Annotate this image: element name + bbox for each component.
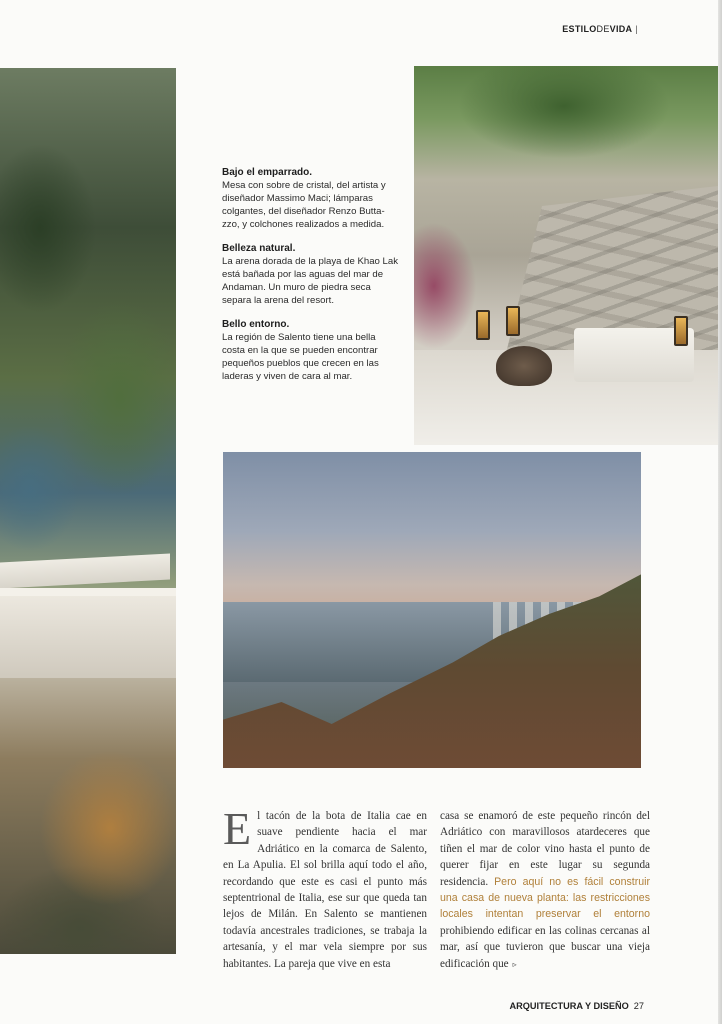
wicker-table xyxy=(496,346,552,386)
caption xyxy=(222,318,400,383)
caption-title: Bello entorno. xyxy=(222,319,290,330)
pergola-beam xyxy=(0,554,170,589)
magazine-name: ARQUITECTURA Y DISEÑO xyxy=(509,1001,629,1011)
caption-text: La arena dorada de la playa de Khao Lak está bañada por las aguas del mar de Andaman. Un muro de piedra seca separa la arena del resort. xyxy=(222,256,399,306)
page-number: 27 xyxy=(633,1001,644,1011)
article-column-1 xyxy=(223,803,427,972)
captions-block xyxy=(222,166,400,394)
caption xyxy=(222,242,400,307)
caption-title: Bajo el emparrado. xyxy=(222,167,313,178)
pergola-planter xyxy=(0,588,176,678)
article-col1-text: l tacón de la bota de Italia cae en suave pendiente hacia el mar Adriático en la comarca de Salento, en La Apulia. El sol brilla aquí todo el año, recordando que este es casi el punto más septentrional de Italia, ese sur que queda tan lejos de Milán. En Salento se mantienen todavía ancestrales tradiciones, se trabaja la artesanía, y el mar vela siempre por sus habitantes. La pareja que vive en esta xyxy=(223,810,427,970)
caption-text: La región de Salento tiene una bella costa en la que se pueden encontrar pequeños pueblos que crecen en las laderas y viven de cara al mar. xyxy=(222,332,379,382)
lantern-icon xyxy=(674,316,688,346)
photo-coastline xyxy=(223,452,641,768)
page-edge xyxy=(718,0,722,1024)
article-col2-end: prohibiendo edificar en las colinas cercanas al mar, así que tuvieron que buscar una vieja edificación que xyxy=(440,924,650,970)
caption-text: Mesa con sobre de cristal, del artista y diseñador Massimo Maci; lámparas colgantes, del diseñador Renzo Butta-zzo, y colchones realizados a medida. xyxy=(222,180,386,230)
caption xyxy=(222,166,400,231)
header-separator: | xyxy=(635,24,638,34)
section-bold-2: VIDA xyxy=(609,24,633,34)
section-light: DE xyxy=(596,24,610,34)
section-bold-1: ESTILO xyxy=(562,24,597,34)
lantern-icon xyxy=(476,310,490,340)
lantern-icon xyxy=(506,306,520,336)
photo-terrace xyxy=(414,66,718,445)
article-column-2 xyxy=(440,808,650,973)
continue-arrow-icon: ▹ xyxy=(512,959,517,969)
photo-pergola-pines xyxy=(0,68,176,954)
article-highlight: Pero aquí no es fácil construir una casa de nueva planta: las restricciones locales intentan preservar el entorno xyxy=(440,875,650,921)
running-header xyxy=(562,24,638,34)
caption-title: Belleza natural. xyxy=(222,243,296,254)
dropcap: E xyxy=(223,803,252,854)
article-col2-start: casa se enamoró de este pequeño rincón del Adriático con maravillosos atardeceres que tiñen el mar de color vino hasta el punto de querer fijar en este lugar su segunda residencia. xyxy=(440,810,650,888)
page-footer xyxy=(509,1001,644,1011)
